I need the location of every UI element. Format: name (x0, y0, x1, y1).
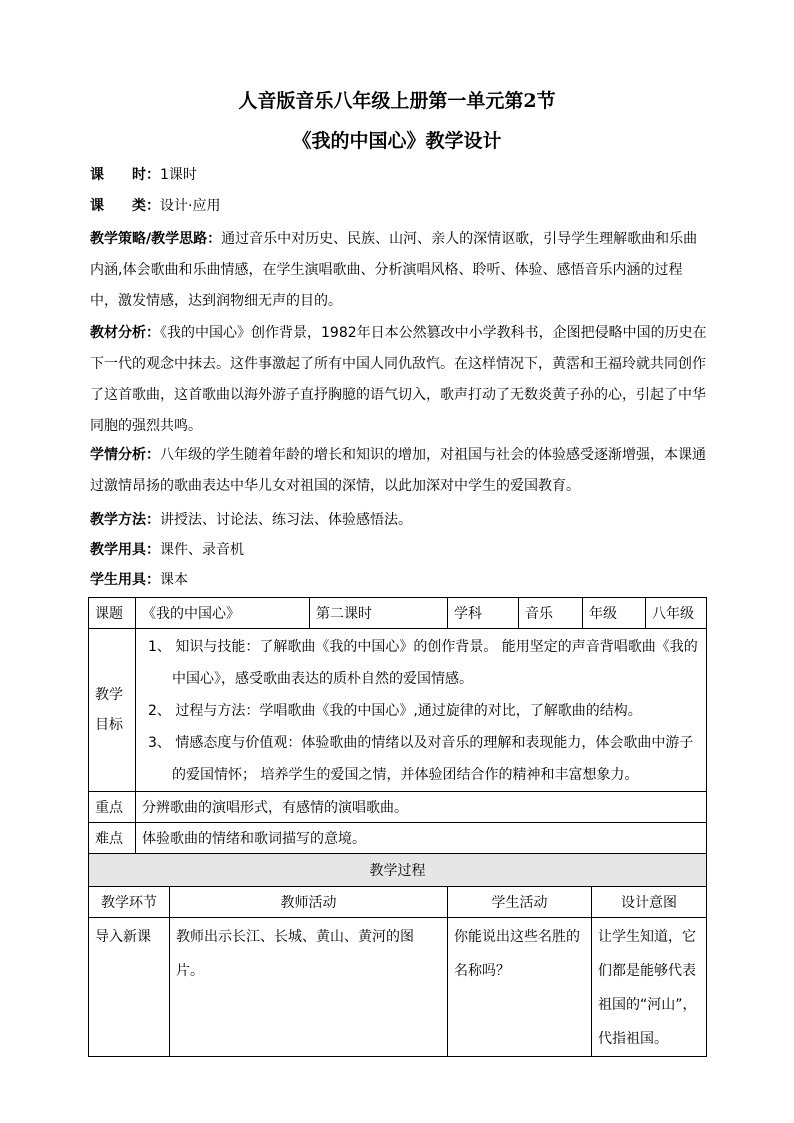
process-teacher-activity: 教师出示长江、长城、黄山、黄河的图片。 (170, 918, 448, 1057)
material-analysis (90, 318, 710, 442)
column-student: 学生活动 (448, 887, 592, 918)
process-header: 教学过程 (89, 854, 707, 887)
key-point-label: 重点 (89, 792, 136, 823)
process-stage: 导入新课 (89, 918, 170, 1057)
table-row-topic (89, 598, 707, 629)
lesson-hours-value: 1课时 (160, 167, 197, 183)
grade-label: 年级 (583, 598, 646, 629)
grade-value: 八年级 (646, 598, 707, 629)
process-student-activity: 你能说出这些名胜的名称吗？ (448, 918, 592, 1057)
material-analysis-key: 教材分析： (90, 325, 160, 341)
topic-value: 《我的中国心》 (136, 598, 310, 629)
column-teacher: 教师活动 (170, 887, 448, 918)
teaching-strategy-text: 通过音乐中对历史、民族、山河、亲人的深情讴歌，引导学生理解歌曲和乐曲内涵,体会歌曲和乐曲情感，在学生演唱歌曲、分析演唱风格、聆听、体验、感悟音乐内涵的过程中，激发情感，达到润物细无声的目的。 (90, 231, 698, 309)
objectives-list (142, 631, 700, 791)
difficulty-label: 难点 (89, 823, 136, 854)
teaching-tools-key: 教学用具： (90, 542, 160, 558)
learner-analysis (90, 440, 710, 502)
teaching-method-key: 教学方法： (90, 512, 160, 528)
lesson-type-value: 设计·应用 (160, 198, 221, 214)
objective-item: 1、 知识与技能：了解歌曲《我的中国心》的创作背景。 能用坚定的声音背唱歌曲《我的中国心》，感受歌曲表达的质朴自然的爱国情感。 (148, 639, 698, 687)
lesson-hours-key: 课 时： (90, 167, 160, 183)
learner-analysis-key: 学情分析： (90, 447, 160, 463)
topic-label: 课题 (89, 598, 136, 629)
objectives-cell (136, 629, 707, 792)
objectives-label: 教学目标 (89, 629, 136, 792)
process-design-intent: 让学生知道，它们都是能够代表祖国的“河山”，代指祖国。 (592, 918, 707, 1057)
teaching-strategy-key: 教学策略/教学思路： (90, 231, 222, 247)
lesson-type-key: 课 类： (90, 198, 160, 214)
subject-label: 学科 (448, 598, 519, 629)
learner-analysis-text: 八年级的学生随着年龄的增长和知识的增加，对祖国与社会的体验感受逐渐增强，本课通过激情昂扬的歌曲表达中华儿女对祖国的深情，以此加深对中学生的爱国教育。 (90, 447, 706, 494)
teaching-method (90, 505, 710, 536)
column-intent: 设计意图 (592, 887, 707, 918)
teaching-method-text: 讲授法、讨论法、练习法、体验感悟法。 (160, 512, 412, 528)
material-analysis-text: 《我的中国心》创作背景，1982年日本公然篡改中小学教科书，企图把侵略中国的历史在下一代的观念中抹去。这件事激起了所有中国人同仇敌忾。在这样情况下，黄霑和王福玲就共同创作了这首歌曲，这首歌曲以海外游子直抒胸臆的语气切入，歌声打动了无数炎黄子孙的心，引起了中华同胞的强烈共鸣。 (90, 325, 707, 434)
student-tools-text: 课本 (160, 572, 188, 588)
key-point-text: 分辨歌曲的演唱形式，有感情的演唱歌曲。 (136, 792, 707, 823)
table-row-key-point (89, 792, 707, 823)
lesson-period: 第二课时 (310, 598, 448, 629)
objective-item: 3、 情感态度与价值观：体验歌曲的情绪以及对音乐的理解和表现能力，体会歌曲中游子的爱国情怀； 培养学生的爱国之情，并体验团结合作的精神和丰富想象力。 (148, 735, 694, 783)
table-row-objectives (89, 629, 707, 792)
subject-value: 音乐 (519, 598, 583, 629)
table-row-process-header (89, 854, 707, 887)
teaching-tools (90, 535, 710, 566)
table-row (89, 918, 707, 1057)
teaching-strategy (90, 224, 710, 317)
student-tools-key: 学生用具： (90, 572, 160, 588)
lesson-plan-table (88, 597, 707, 1057)
column-stage: 教学环节 (89, 887, 170, 918)
student-tools (90, 565, 710, 596)
table-row-difficulty (89, 823, 707, 854)
lesson-type (90, 191, 710, 222)
document-title-line2: 《我的中国心》教学设计 (292, 130, 502, 152)
table-row-process-columns (89, 887, 707, 918)
lesson-hours (90, 160, 710, 191)
document-title-line1: 人音版音乐八年级上册第一单元第2节 (238, 90, 556, 112)
teaching-tools-text: 课件、录音机 (160, 542, 244, 558)
difficulty-text: 体验歌曲的情绪和歌词描写的意境。 (136, 823, 707, 854)
objective-item: 2、 过程与方法：学唱歌曲《我的中国心》,通过旋律的对比，了解歌曲的结构。 (148, 703, 642, 719)
